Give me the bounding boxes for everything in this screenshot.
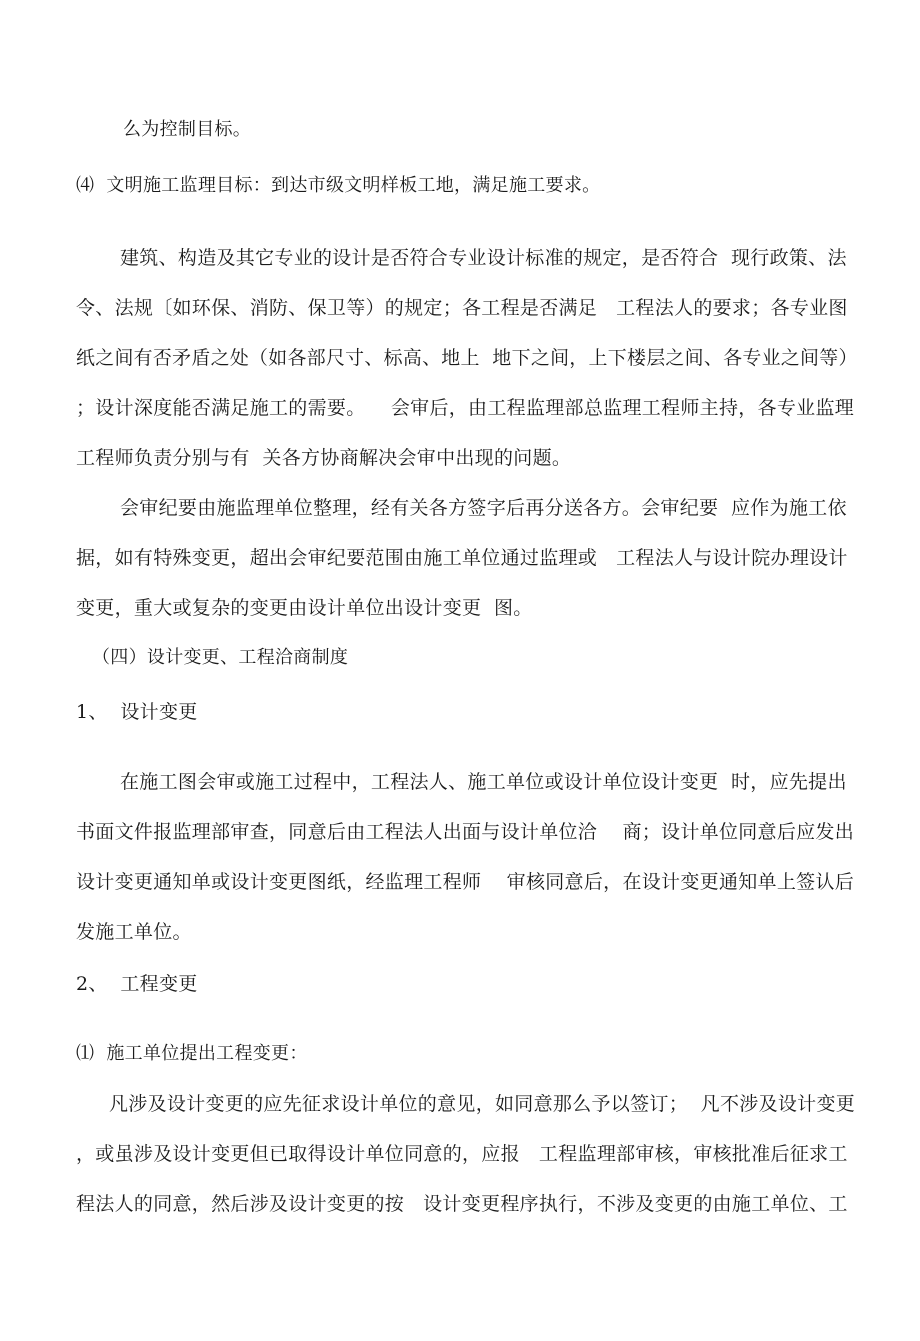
text-line: 纸之间有否矛盾之处（如各部尺寸、标高、地上 地下之间，上下楼层之间、各专业之间等） [76, 347, 858, 369]
text-line: 令、法规〔如环保、消防、保卫等）的规定；各工程是否满足 工程法人的要求；各专业图 [76, 297, 848, 319]
text-line: ⑷ 文明施工监理目标：到达市级文明样板工地，满足施工要求。 [76, 175, 601, 196]
section-heading: （四）设计变更、工程洽商制度 [92, 647, 349, 668]
text-line: 设计变更通知单或设计变更图纸，经监理工程师 审核同意后，在设计变更通知单上签认后 [76, 871, 855, 893]
text-line: 工程师负责分别与有 关各方协商解决会审中出现的问题。 [76, 447, 572, 469]
text-line: 在施工图会审或施工过程中，工程法人、施工单位或设计单位设计变更 时，应先提出 [120, 771, 847, 793]
text-line: 据，如有特殊变更，超出会审纪要范围由施工单位通过监理或 工程法人与设计院办理设计 [76, 547, 848, 569]
subsection-heading: 1、 设计变更 [76, 701, 198, 723]
text-line: 么为控制目标。 [123, 119, 252, 140]
text-line: 发施工单位。 [76, 921, 192, 943]
item-heading: ⑴ 施工单位提出工程变更： [76, 1043, 308, 1064]
text-line: ，或虽涉及设计变更但已取得设计单位同意的，应报 工程监理部审核，审核批准后征求工 [76, 1143, 848, 1165]
text-line: ；设计深度能否满足施工的需要。 会审后，由工程监理部总监理工程师主持，各专业监理 [76, 397, 855, 419]
text-line: 书面文件报监理部审查，同意后由工程法人出面与设计单位洽 商；设计单位同意后应发出 [76, 821, 855, 843]
text-line: 会审纪要由施监理单位整理，经有关各方签字后再分送各方。会审纪要 应作为施工依 [120, 497, 847, 519]
subsection-heading: 2、 工程变更 [76, 973, 198, 995]
text-line: 建筑、构造及其它专业的设计是否符合专业设计标准的规定，是否符合 现行政策、法 [120, 247, 847, 269]
text-line: 变更，重大或复杂的变更由设计单位出设计变更 图。 [76, 597, 533, 619]
text-line: 凡涉及设计变更的应先征求设计单位的意见，如同意那么予以签订； 凡不涉及设计变更 [109, 1093, 856, 1115]
text-line: 程法人的同意，然后涉及设计变更的按 设计变更程序执行，不涉及变更的由施工单位、工 [76, 1193, 848, 1215]
